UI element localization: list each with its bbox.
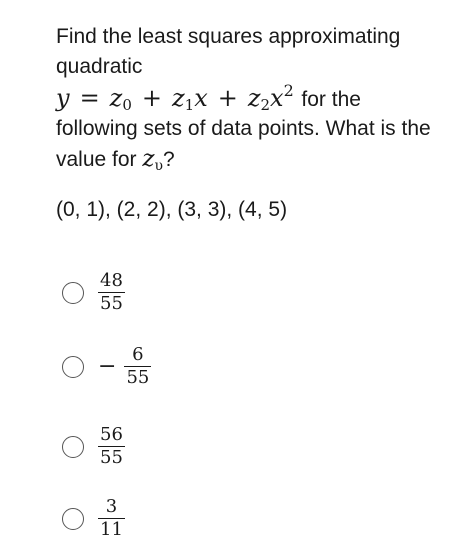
equation-lhs: y <box>56 84 70 112</box>
option-value <box>98 271 125 314</box>
option-sign: − <box>98 354 117 379</box>
equation-equals: = <box>79 84 100 112</box>
equation-z2-sub: 2 <box>260 96 271 114</box>
equation-z2: z <box>247 84 261 112</box>
fraction <box>98 425 125 468</box>
question-line-5-prefix: value for <box>56 148 143 171</box>
equation-x1: x <box>194 84 208 112</box>
question-line-5-suffix: ? <box>163 148 175 171</box>
equation-z1-sub: 1 <box>184 96 195 114</box>
answer-option-3[interactable] <box>62 425 125 468</box>
fraction-numerator: 56 <box>100 424 123 445</box>
question-line-2: quadratic <box>56 55 143 78</box>
fraction <box>98 271 125 314</box>
fraction-numerator: 6 <box>132 344 144 365</box>
equation-plus-1: + <box>141 84 162 112</box>
fraction-denominator: 11 <box>100 519 123 540</box>
fraction <box>124 345 151 388</box>
radio-button[interactable] <box>62 356 84 378</box>
question-line-5 <box>56 144 456 175</box>
data-points: (0, 1), (2, 2), (3, 3), (4, 5) <box>56 198 288 221</box>
target-variable <box>142 146 163 172</box>
answer-option-1[interactable] <box>62 271 125 314</box>
equation-z1: z <box>171 84 185 112</box>
fraction-denominator: 55 <box>100 447 123 468</box>
equation-exponent: 2 <box>283 81 294 100</box>
quadratic-equation <box>56 82 456 114</box>
equation-suffix: for the <box>301 88 361 111</box>
question-line-1: Find the least squares approximating <box>56 25 401 48</box>
equation-plus-2: + <box>217 84 238 112</box>
equation-z0: z <box>109 84 123 112</box>
fraction-numerator: 48 <box>100 270 123 291</box>
fraction-denominator: 55 <box>126 367 150 388</box>
answer-option-4[interactable] <box>62 497 125 540</box>
equation-z0-sub: 0 <box>122 96 132 114</box>
option-value <box>98 345 151 388</box>
target-variable-sub: υ <box>154 158 164 174</box>
option-value <box>98 425 125 468</box>
fraction <box>98 497 125 540</box>
question-text <box>56 22 456 175</box>
equation-math <box>56 81 301 114</box>
answer-option-2[interactable] <box>62 345 151 388</box>
radio-button[interactable] <box>62 282 84 304</box>
fraction-numerator: 3 <box>105 496 118 517</box>
fraction-denominator: 55 <box>100 293 123 314</box>
radio-button[interactable] <box>62 508 84 530</box>
radio-button[interactable] <box>62 436 84 458</box>
option-value <box>98 497 125 540</box>
target-variable-letter: z <box>142 146 155 172</box>
equation-x2: x <box>270 84 284 112</box>
question-line-4: following sets of data points. What is the <box>56 117 431 140</box>
